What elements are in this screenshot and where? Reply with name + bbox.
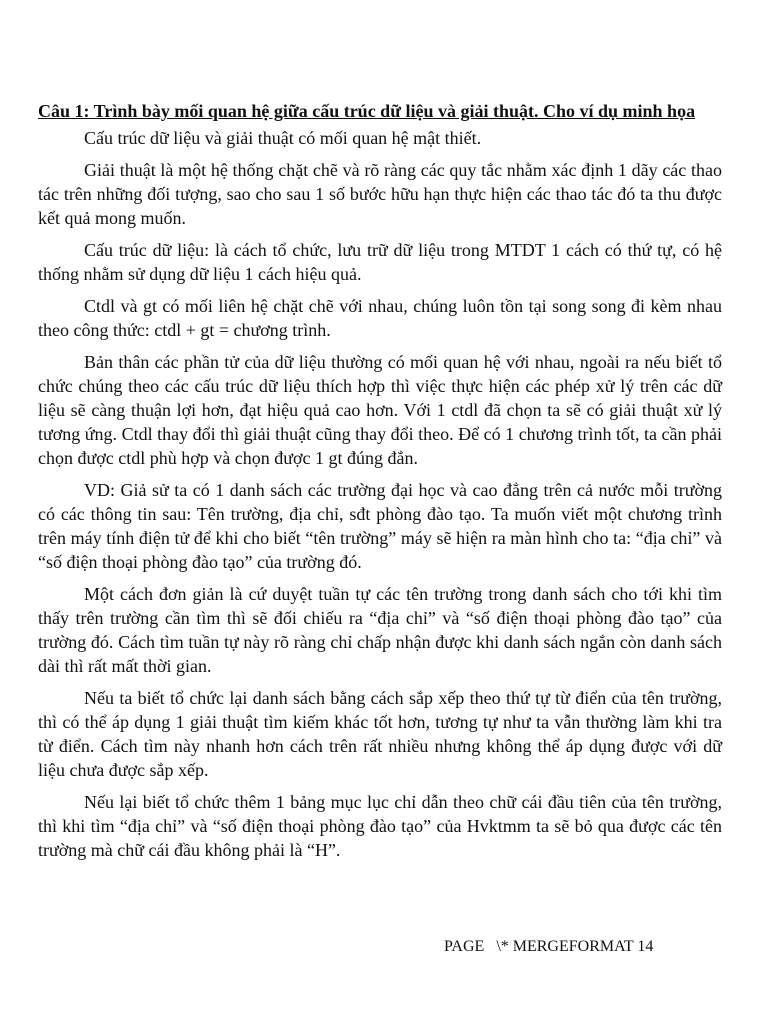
paragraph: Cấu trúc dữ liệu: là cách tổ chức, lưu trữ dữ liệu trong MTDT 1 cách có thứ tự, có hệ thống nhằm sử dụng dữ liệu 1 cách hiệu quả. [38,240,722,284]
paragraph: Bản thân các phần tử của dữ liệu thường có mối quan hệ với nhau, ngoài ra nếu biết tổ chức chúng theo các cấu trúc dữ liệu thích hợp thì việc thực hiện các phép xử lý trên các dữ liệu sẽ càng thuận lợi hơn, đạt hiệu quả cao hơn. Với 1 ctdl đã chọn ta sẽ có giải thuật xử lý tương ứng. Ctdl thay đổi thì giải thuật cũng thay đổi theo. Để có 1 chương trình tốt, ta cần phải chọn được ctdl phù hợp và chọn được 1 gt đúng đắn. [38,352,722,468]
page-footer-field: PAGE \* MERGEFORMAT 14 [444,938,654,955]
paragraph: Một cách đơn giản là cứ duyệt tuần tự các tên trường trong danh sách cho tới khi tìm thấy trên trường cần tìm thì sẽ đối chiếu ra “địa chỉ” và “số điện thoại phòng đào tạo” của trường đó. Cách tìm tuần tự này rõ ràng chỉ chấp nhận được khi danh sách ngắn còn danh sách dài thì rất mất thời gian. [38,584,722,676]
document-body [38,99,722,870]
paragraph: Nếu lại biết tổ chức thêm 1 bảng mục lục chỉ dẫn theo chữ cái đầu tiên của tên trường, thì khi tìm “địa chỉ” và “số điện thoại phòng đào tạo” của Hvktmm ta sẽ bỏ qua được các tên trường mà chữ cái đầu không phải là “H”. [38,792,722,860]
paragraph: Giải thuật là một hệ thống chặt chẽ và rõ ràng các quy tắc nhằm xác định 1 dãy các thao tác trên những đối tượng, sao cho sau 1 số bước hữu hạn thực hiện các thao tác đó ta thu được kết quả mong muốn. [38,160,722,228]
paragraph: Nếu ta biết tổ chức lại danh sách bằng cách sắp xếp theo thứ tự từ điển của tên trường, thì có thể áp dụng 1 giải thuật tìm kiếm khác tốt hơn, tương tự như ta vẫn thường làm khi tra từ điển. Cách tìm này nhanh hơn cách trên rất nhiều nhưng không thể áp dụng được với dữ liệu chưa được sắp xếp. [38,688,722,780]
question-heading: Câu 1: Trình bày mối quan hệ giữa cấu trúc dữ liệu và giải thuật. Cho ví dụ minh họa [38,101,696,121]
paragraph: Cấu trúc dữ liệu và giải thuật có mối quan hệ mật thiết. [84,128,482,148]
paragraph: VD: Giả sử ta có 1 danh sách các trường đại học và cao đẳng trên cả nước mỗi trường có các thông tin sau: Tên trường, địa chỉ, sđt phòng đào tạo. Ta muốn viết một chương trình trên máy tính điện tử để khi cho biết “tên trường” máy sẽ hiện ra màn hình cho ta: “địa chỉ” và “số điện thoại phòng đào tạo” của trường đó. [38,480,722,572]
paragraph: Ctdl và gt có mối liên hệ chặt chẽ với nhau, chúng luôn tồn tại song song đi kèm nhau theo công thức: ctdl + gt = chương trình. [38,296,722,340]
